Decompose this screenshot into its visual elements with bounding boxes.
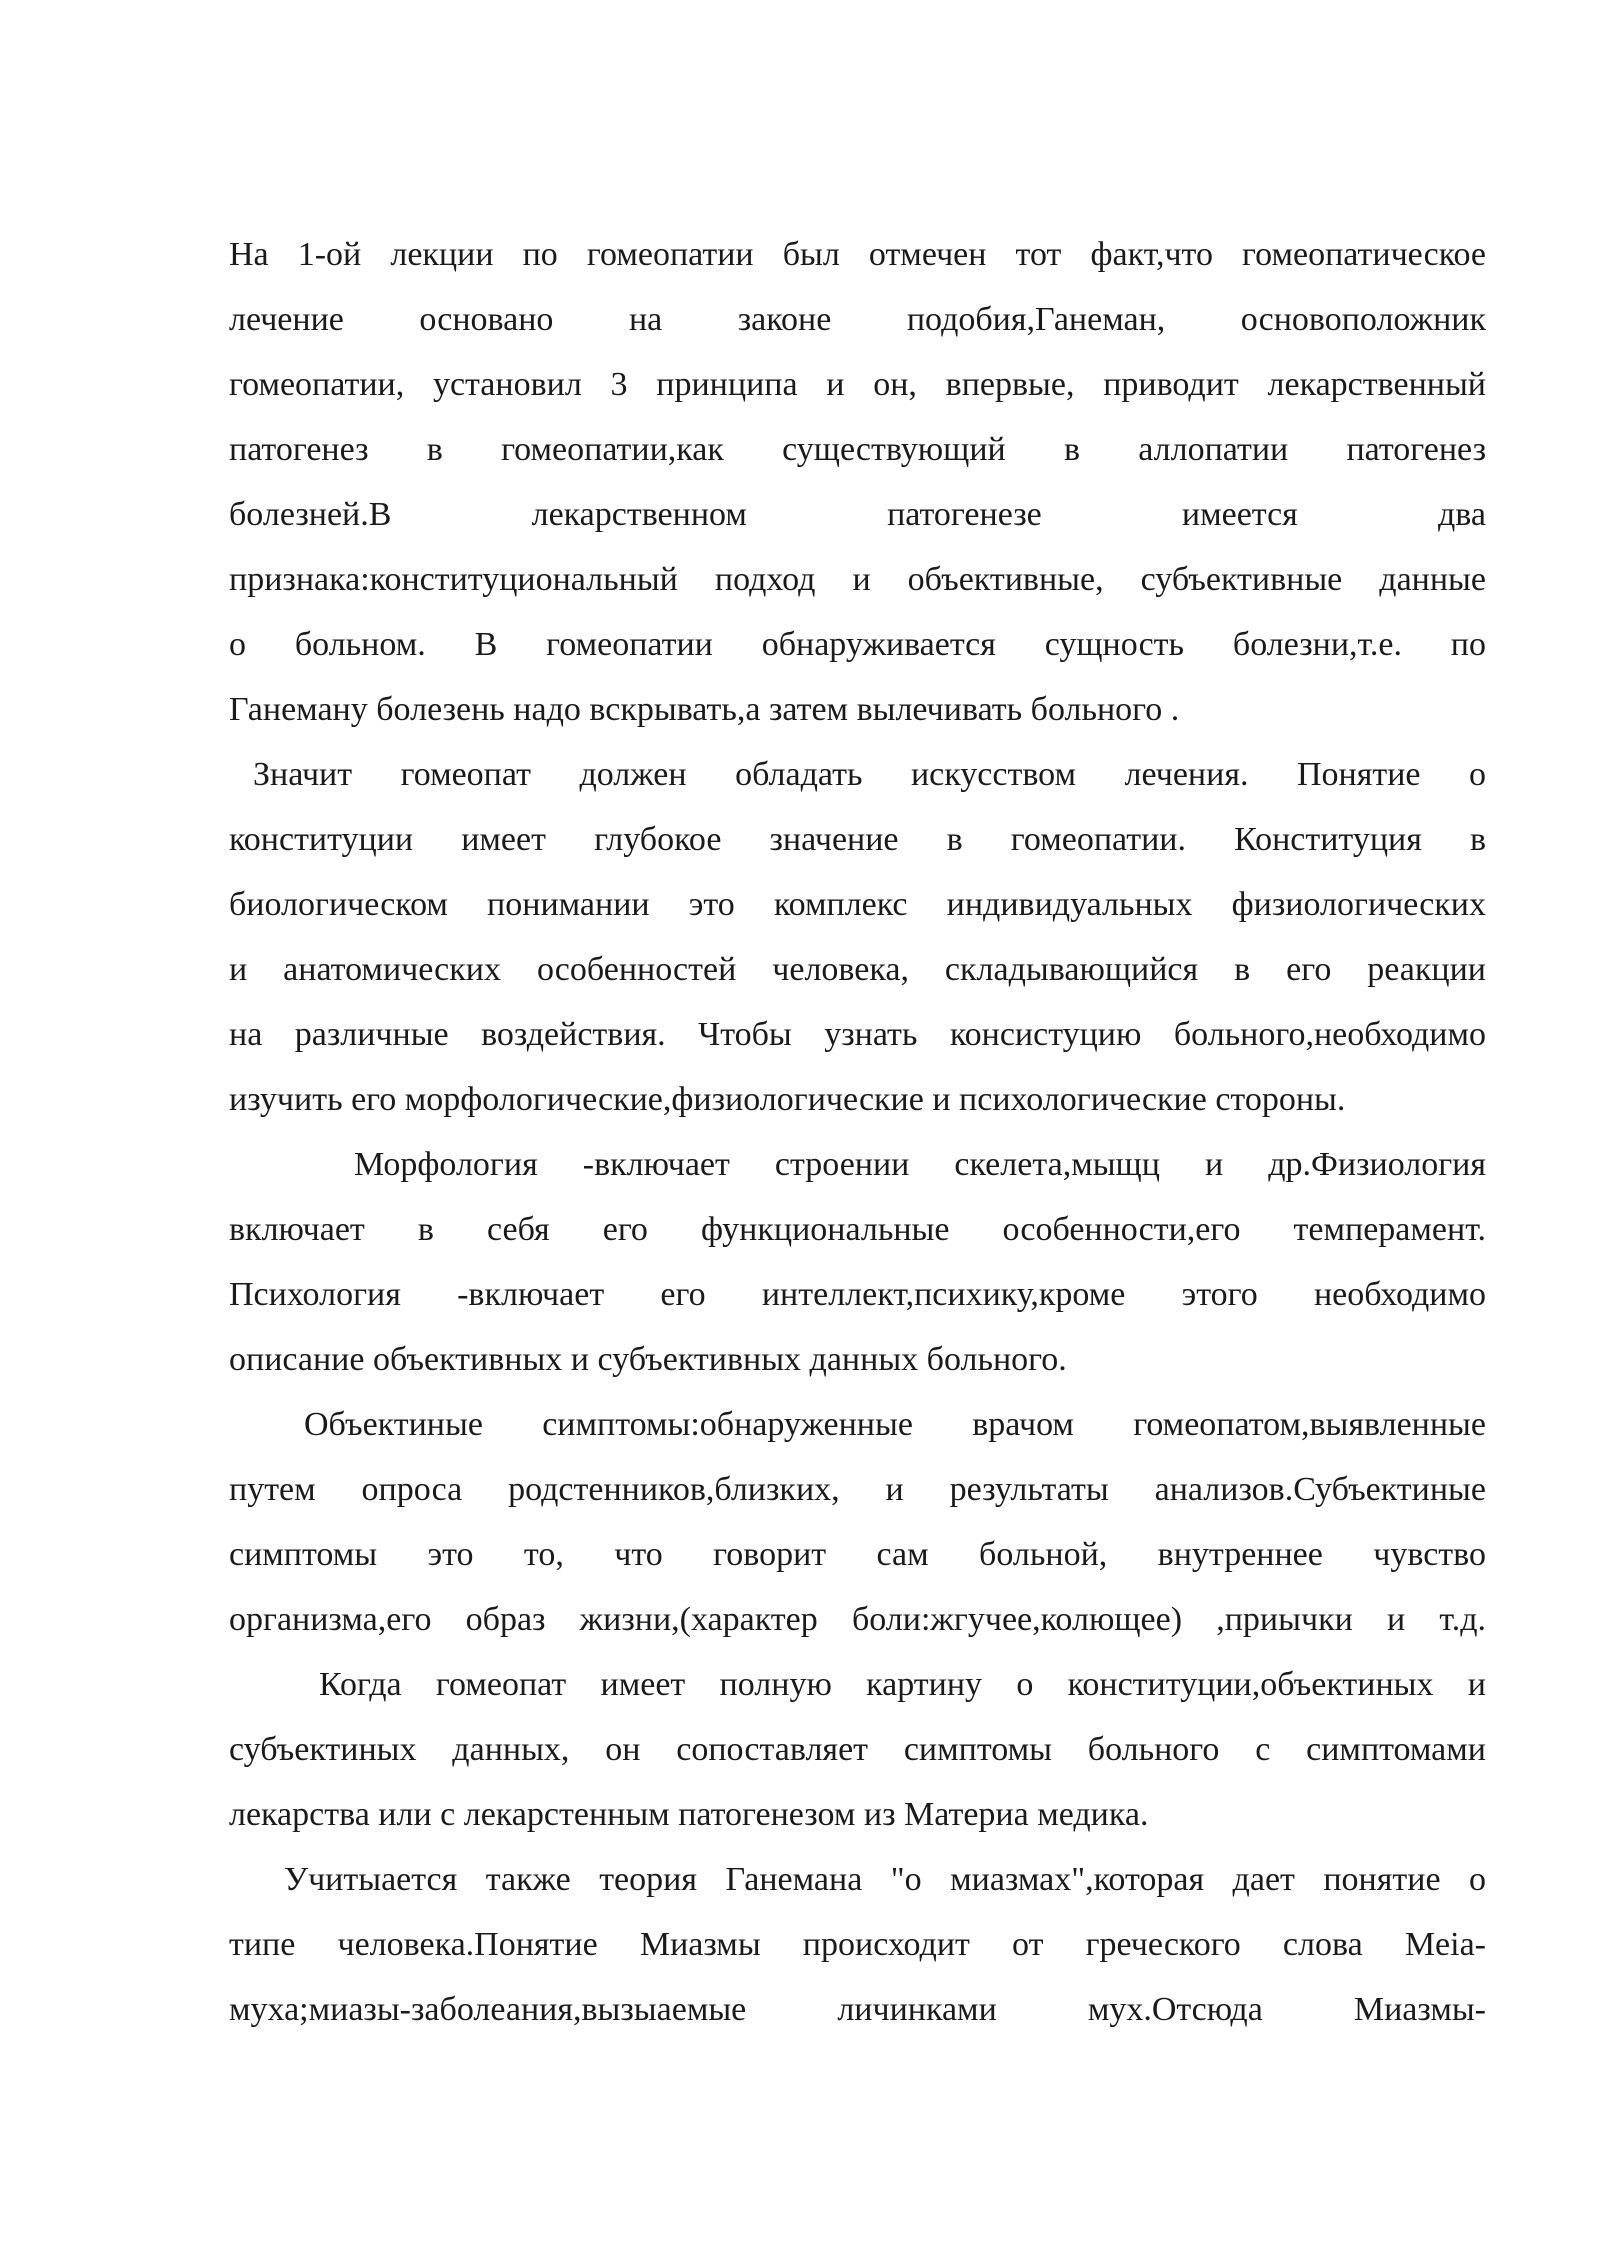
text-line: включает в себя его функциональные особенности,его темперамент.: [229, 1211, 1486, 1248]
text-line: описание объективных и субъективных данных больного.: [229, 1341, 1067, 1378]
text-line: типе человека.Понятие Миазмы происходит от греческого слова Meia-: [229, 1926, 1486, 1963]
text-line: путем опроса родстенников,близких, и результаты анализов.Субъектиные: [229, 1471, 1486, 1508]
text-line: гомеопатии, установил 3 принципа и он, впервые, приводит лекарственный: [229, 366, 1486, 403]
text-line: Ганеману болезень надо вскрывать,а затем вылечивать больного .: [229, 691, 1180, 728]
text-line: и анатомических особенностей человека, складывающийся в его реакции: [229, 951, 1486, 988]
text-line: лекарства или с лекарстенным патогенезом из Материа медика.: [229, 1796, 1149, 1833]
document-body: [229, 222, 1486, 2042]
text-line: Психология -включает его интеллект,психику,кроме этого необходимо: [229, 1276, 1486, 1313]
text-line: Учитыается также теория Ганемана "о миазмах",которая дает понятие о: [284, 1861, 1486, 1898]
text-line: муха;миазы-заболеания,вызыаемые личинками мух.Отсюда Миазмы-: [229, 1991, 1486, 2028]
text-line: Морфология -включает строении скелета,мыщц и др.Физиология: [354, 1146, 1486, 1183]
text-line: симптомы это то, что говорит сам больной, внутреннее чувство: [229, 1536, 1486, 1573]
text-line: о больном. В гомеопатии обнаруживается сущность болезни,т.е. по: [229, 626, 1486, 663]
text-line: Когда гомеопат имеет полную картину о конституции,объектиных и: [319, 1666, 1486, 1703]
text-line: изучить его морфологические,физиологические и психологические стороны.: [229, 1081, 1346, 1118]
text-line: патогенез в гомеопатии,как существующий в аллопатии патогенез: [229, 431, 1486, 468]
text-line: конституции имеет глубокое значение в гомеопатии. Конституция в: [229, 821, 1486, 858]
text-line: биологическом понимании это комплекс индивидуальных физиологических: [229, 886, 1486, 923]
text-line: лечение основано на законе подобия,Ганеман, основоположник: [229, 301, 1486, 338]
text-line: на различные воздействия. Чтобы узнать консистуцию больного,необходимо: [229, 1016, 1486, 1053]
text-line: организма,его образ жизни,(характер боли:жгучее,колющее) ,приычки и т.д.: [229, 1601, 1486, 1638]
text-line: болезней.В лекарственном патогенезе имеется два: [229, 496, 1486, 533]
text-line: На 1-ой лекции по гомеопатии был отмечен тот факт,что гомеопатическое: [229, 236, 1486, 273]
text-line: субъектиных данных, он сопоставляет симптомы больного с симптомами: [229, 1731, 1486, 1768]
text-line: Значит гомеопат должен обладать искусством лечения. Понятие о: [253, 756, 1486, 793]
text-line: признака:конституциональный подход и объективные, субъективные данные: [229, 561, 1486, 598]
text-line: Объектиные симптомы:обнаруженные врачом гомеопатом,выявленные: [304, 1406, 1486, 1443]
